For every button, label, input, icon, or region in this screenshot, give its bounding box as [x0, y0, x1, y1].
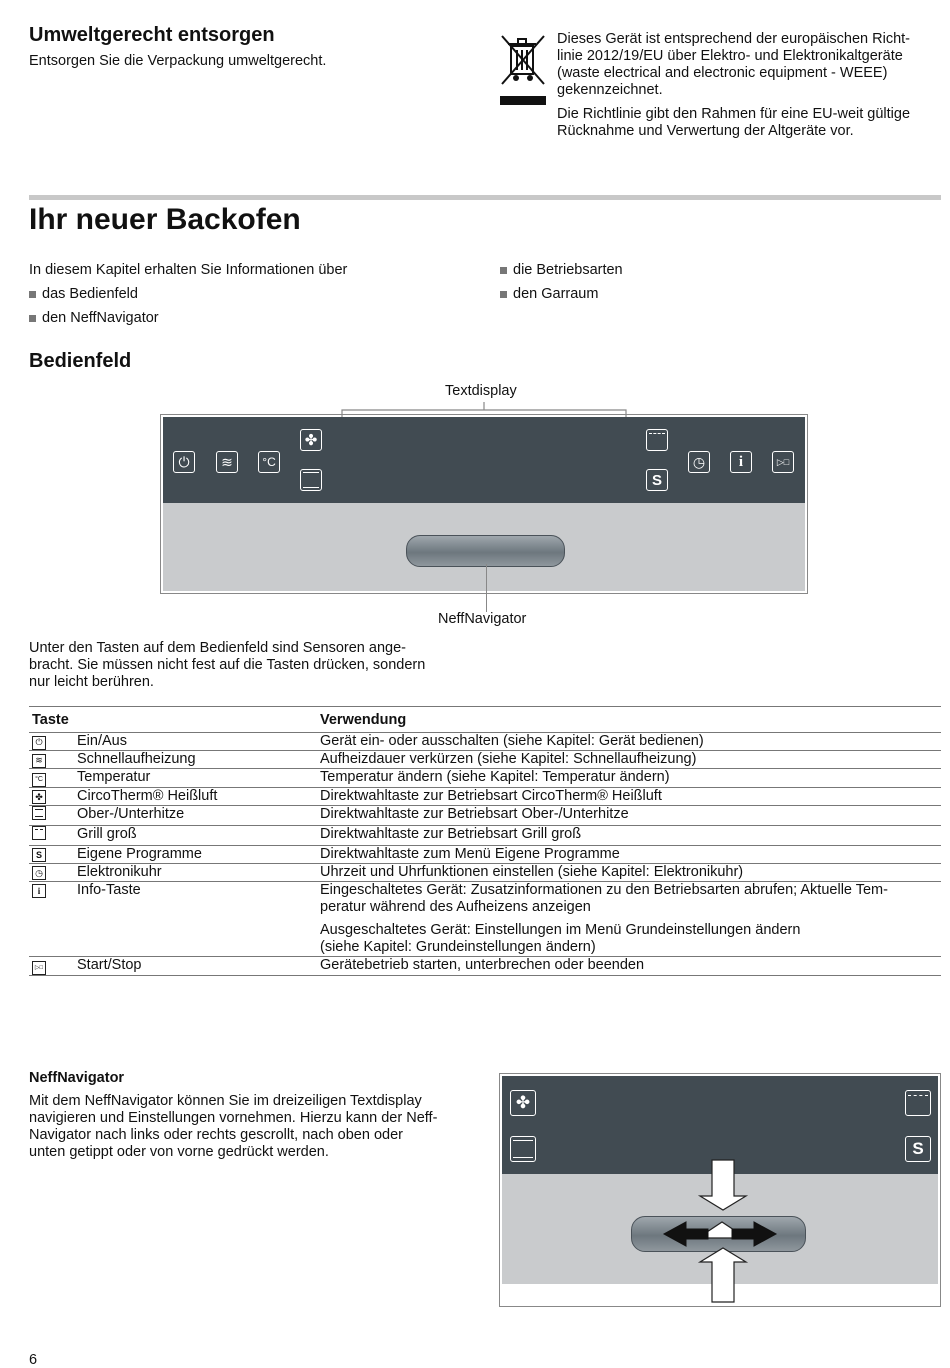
control-panel: [160, 414, 808, 594]
arrow-right-icon: [732, 1222, 776, 1246]
arrow-down-icon: [700, 1160, 746, 1210]
weee-paragraph-1: Dieses Gerät ist entsprechend der europäischen Richt- linie 2012/19/EU über Elektro- und Elektronikaltgeräte (waste electrical and electronic equipment - WEEE) gekennzeichnet.: [557, 31, 911, 98]
clock-icon[interactable]: ◷: [688, 451, 710, 473]
table-row: i Info-Taste Eingeschaltetes Gerät: Zusatzinformationen zu den Betriebsarten abrufen; Aktuelle Tem- peratur während des Aufheizens anzeigen Ausgeschaltetes Gerät: Einstellungen im Menü Grundeinstellungen ändern (siehe Kapitel: Grundeinstellungen ändern): [29, 881, 941, 956]
table-row: ▷□ Start/Stop Gerätebetrieb starten, unterbrechen oder beenden: [29, 956, 941, 976]
table-row: S Eigene Programme Direktwahltaste zum Menü Eigene Programme: [29, 845, 941, 863]
temperature-icon: °C: [32, 773, 46, 787]
navigator-leader-line: [486, 564, 487, 612]
table-row: ⏻ Ein/Aus Gerät ein- oder ausschalten (siehe Kapitel: Gerät bedienen): [29, 733, 941, 751]
textdisplay-label: Textdisplay: [445, 383, 517, 399]
bedienfeld-description: Unter den Tasten auf dem Bedienfeld sind Sensoren ange- bracht. Sie müssen nicht fest auf die Tasten drücken, sondern nur leicht berühren.: [29, 640, 426, 690]
fan-icon[interactable]: ✤: [510, 1090, 536, 1116]
rapid-heat-icon: ≋: [32, 754, 46, 768]
disposal-heading: Umweltgerecht entsorgen: [29, 24, 275, 46]
rapid-heat-icon[interactable]: ≋: [216, 451, 238, 473]
fan-icon[interactable]: ✤: [300, 429, 322, 451]
programs-icon[interactable]: S: [905, 1136, 931, 1162]
list-item: den NeffNavigator: [29, 310, 159, 326]
programs-icon[interactable]: S: [646, 469, 668, 491]
table-row: ◷ Elektronikuhr Uhrzeit und Uhrfunktionen einstellen (siehe Kapitel: Elektronikuhr): [29, 863, 941, 881]
weee-paragraph-2: Die Richtlinie gibt den Rahmen für eine EU-weit gültige Rücknahme und Verwertung der Altgeräte vor.: [557, 106, 911, 139]
table-row: ✤ CircoTherm® Heißluft Direktwahltaste zur Betriebsart CircoTherm® Heißluft: [29, 787, 941, 805]
chapter-divider: [29, 195, 941, 200]
arrow-left-icon: [664, 1222, 708, 1246]
fan-icon: ✤: [32, 790, 46, 804]
info-icon[interactable]: i: [730, 451, 752, 473]
info-icon: i: [32, 884, 46, 898]
neffnavigator-control[interactable]: [406, 535, 565, 567]
navigator-label: NeffNavigator: [438, 611, 527, 627]
power-icon: ⏻: [32, 736, 46, 750]
clock-icon: ◷: [32, 866, 46, 880]
list-item: den Garraum: [500, 286, 598, 302]
start-stop-icon: ▷□: [32, 961, 46, 975]
table-row: Grill groß Direktwahltaste zur Betriebsart Grill groß: [29, 825, 941, 845]
grill-icon: [32, 826, 46, 840]
list-item: das Bedienfeld: [29, 286, 138, 302]
table-row: °C Temperatur Temperatur ändern (siehe Kapitel: Temperatur ändern): [29, 769, 941, 788]
navigator-description: Mit dem NeffNavigator können Sie im dreizeiligen Textdisplay navigieren und Einstellungen vornehmen. Hierzu kann der Neff- Navigator nach links oder rechts gescrollt, nach oben oder unten getippt oder von vorne gedrückt werden.: [29, 1093, 438, 1160]
grill-icon[interactable]: [646, 429, 668, 451]
power-icon[interactable]: ⏻: [173, 451, 195, 473]
button-table: [29, 706, 941, 976]
navigator-diagram: [499, 1073, 941, 1307]
navigator-arrows: [500, 1074, 940, 1306]
list-item: die Betriebsarten: [500, 262, 623, 278]
page-number: 6: [29, 1352, 38, 1368]
table-row: ≋ Schnellaufheizung Aufheizdauer verkürzen (siehe Kapitel: Schnellaufheizung): [29, 751, 941, 769]
navigator-heading: NeffNavigator: [29, 1070, 125, 1086]
start-stop-icon[interactable]: ▷□: [772, 451, 794, 473]
chapter-intro: In diesem Kapitel erhalten Sie Informationen über: [29, 262, 348, 278]
top-bottom-heat-icon[interactable]: [300, 469, 322, 491]
programs-icon: S: [32, 848, 46, 862]
weee-bin-icon: [498, 32, 548, 108]
temperature-icon[interactable]: °C: [258, 451, 280, 473]
disposal-text: Entsorgen Sie die Verpackung umweltgerecht.: [29, 53, 327, 69]
table-row: Ober-/Unterhitze Direktwahltaste zur Betriebsart Ober-/Unterhitze: [29, 805, 941, 825]
chapter-title: Ihr neuer Backofen: [29, 203, 301, 236]
table-header: Taste Verwendung: [29, 707, 941, 733]
top-bottom-heat-icon: [32, 806, 46, 820]
bedienfeld-heading: Bedienfeld: [29, 350, 132, 372]
arrow-up-icon: [700, 1248, 746, 1302]
